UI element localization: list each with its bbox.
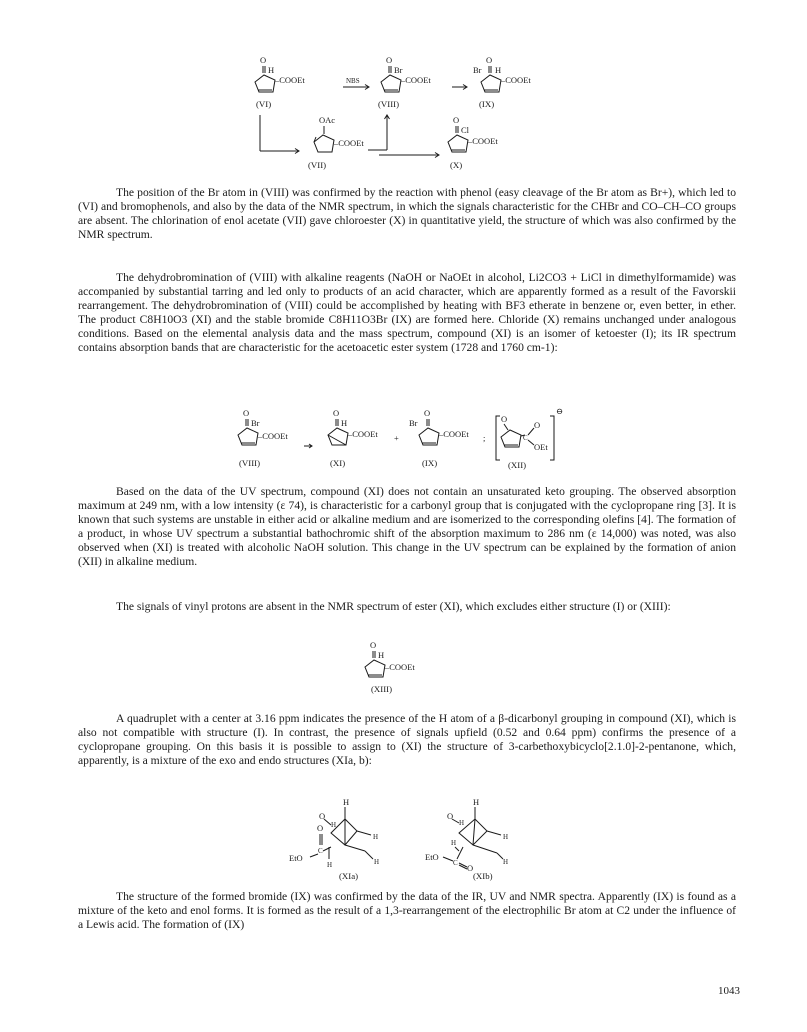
compound-label-xi: (XI) bbox=[330, 458, 346, 468]
ester-label: –COOEt bbox=[401, 75, 431, 85]
ester-label: –COOEt bbox=[468, 136, 498, 146]
eto-label: EtO bbox=[289, 853, 303, 863]
h-label: H bbox=[268, 65, 275, 75]
structure-viii bbox=[238, 408, 288, 468]
oxo-label: O bbox=[453, 115, 460, 125]
structure-xia bbox=[289, 797, 379, 881]
structure-viii bbox=[378, 55, 431, 109]
structure-ix bbox=[409, 408, 469, 468]
br-label: Br bbox=[251, 418, 260, 428]
oxo-label: O bbox=[243, 408, 250, 418]
charge-symbol: ⊖ bbox=[556, 406, 564, 416]
oxo-label: O bbox=[319, 811, 326, 821]
reagent-nbs: NBS bbox=[346, 77, 360, 85]
h-label: H bbox=[327, 861, 333, 869]
paragraph-vinyl-protons: The signals of vinyl protons are absent in the NMR spectrum of ester (XI), which excludes either structure (I) or (XIII): bbox=[116, 600, 671, 613]
paragraph-quadruplet: A quadruplet with a center at 3.16 ppm indicates the presence of the H atom of a β-dicarbonyl grouping in compound (XI), which is also not compatible with structure (I). In contrast, the presence of signals upfield (0.52 and 0.64 ppm) confirms the presence of a cyclopropane grouping. On this basis it is possible to assign to (XI) the structure of 3-carbethoxybicyclo[2.1.0]-2-pentanone, which, apparently, is a mixture of the exo and endo structures (XIa, b): bbox=[78, 712, 736, 767]
h-label: H bbox=[373, 833, 379, 841]
oxo-label: O bbox=[386, 55, 393, 65]
structure-xiii bbox=[363, 640, 443, 700]
h-label: H bbox=[459, 819, 465, 827]
ester-label: –COOEt bbox=[501, 75, 531, 85]
c-label: C bbox=[318, 847, 323, 855]
compound-label-xia: (XIa) bbox=[339, 871, 359, 881]
compound-label-xiii: (XIII) bbox=[371, 684, 392, 694]
structure-xib bbox=[425, 797, 508, 881]
oet-label: OEt bbox=[534, 442, 548, 452]
structure-xii-anion bbox=[496, 406, 563, 470]
oxo-label: O bbox=[333, 408, 340, 418]
c-label: C bbox=[523, 434, 528, 442]
ester-label: –COOEt bbox=[385, 662, 415, 672]
oxo-label: O bbox=[501, 414, 508, 424]
oxo-label: O bbox=[260, 55, 267, 65]
oxo-label: O bbox=[467, 863, 474, 873]
compound-label-xii: (XII) bbox=[508, 460, 527, 470]
plus-sign: + bbox=[394, 433, 399, 443]
compound-label-x: (X) bbox=[450, 160, 463, 170]
compound-label-vii: (VII) bbox=[308, 160, 327, 170]
cl-label: Cl bbox=[461, 125, 470, 135]
paragraph-dehydrobromination: The dehydrobromination of (VIII) with alkaline reagents (NaOH or NaOEt in alcohol, Li2CO3 + LiCl in dimethylformamide) was accompanied by substantial tarring and led only to products of an acid character, which are apparently formed as a result of the Favorskii rearrangement. The dehydrobromination of (VIII) could be accomplished by heating with BF3 etherate in benzene or, even better, in ether. The product C8H10O3 (XI) and the stable bromide C8H11O3Br (IX) are formed here. Chloride (X) remains unchanged under analogous conditions. Based on the elemental analysis data and the mass spectrum, compound (XI) is an isomer of ketoester (I); its IR spectrum contains absorption bands that are characteristic for the acetoacetic ester system (1728 and 1760 cm-1): bbox=[78, 271, 736, 354]
oxo-label: O bbox=[317, 823, 324, 833]
h-label: H bbox=[451, 839, 457, 847]
ester-label: –COOEt bbox=[334, 138, 364, 148]
oac-label: OAc bbox=[319, 115, 336, 125]
h-label: H bbox=[378, 650, 385, 660]
oxo-label: O bbox=[424, 408, 431, 418]
eto-label: EtO bbox=[425, 852, 439, 862]
page-number: 1043 bbox=[718, 985, 740, 997]
h-label: H bbox=[331, 821, 337, 829]
structure-ix bbox=[473, 55, 531, 109]
oxo-label: O bbox=[447, 811, 454, 821]
br-label: Br bbox=[409, 418, 418, 428]
oxo-label: O bbox=[534, 420, 541, 430]
oxo-label: O bbox=[370, 640, 377, 650]
reaction-scheme-middle bbox=[228, 408, 568, 478]
h-label: H bbox=[374, 858, 380, 866]
h-label: H bbox=[503, 833, 509, 841]
compound-label-viii: (VIII) bbox=[239, 458, 260, 468]
compound-label-ix: (IX) bbox=[479, 99, 495, 109]
reaction-scheme-top bbox=[255, 55, 555, 175]
h-label: H bbox=[341, 418, 348, 428]
oxo-label: O bbox=[486, 55, 493, 65]
h-label: H bbox=[343, 797, 350, 807]
compound-label-viii: (VIII) bbox=[378, 99, 399, 109]
semicolon: ; bbox=[483, 433, 486, 443]
ester-label: –COOEt bbox=[275, 75, 305, 85]
ester-label: –COOEt bbox=[258, 431, 288, 441]
structure-vi bbox=[255, 55, 305, 109]
ester-label: –COOEt bbox=[439, 429, 469, 439]
compound-label-vi: (VI) bbox=[256, 99, 272, 109]
h-label: H bbox=[495, 65, 502, 75]
br-label: Br bbox=[473, 65, 482, 75]
c-label: C bbox=[453, 859, 458, 867]
structure-x bbox=[448, 115, 498, 170]
stereo-structures-xia-xib bbox=[283, 797, 543, 887]
compound-label-xib: (XIb) bbox=[473, 871, 493, 881]
h-label: H bbox=[503, 858, 509, 866]
h-label: H bbox=[473, 797, 480, 807]
paragraph-bromide-structure: The structure of the formed bromide (IX) was confirmed by the data of the IR, UV and NMR spectra. Apparently (IX) is found as a mixture of the keto and enol forms. It is formed as the result of a 1,3-rearrangement of the electrophilic Br atom at C2 under the influence of a Lewis acid. The formation of (IX) bbox=[78, 890, 736, 931]
paragraph-br-position: The position of the Br atom in (VIII) was confirmed by the reaction with phenol (easy cleavage of the Br atom as Br+), which led to (VI) and bromophenols, and also by the data of the NMR spectrum, in which the signals characteristic for the CHBr and CO–CH–CO groups are absent. The chlorination of enol acetate (VII) gave chloroester (X) in quantitative yield, the structure of which was also confirmed by the NMR spectrum. bbox=[78, 186, 736, 241]
compound-label-ix: (IX) bbox=[422, 458, 438, 468]
structure-vii bbox=[308, 115, 364, 170]
ester-label: –COOEt bbox=[348, 429, 378, 439]
br-label: Br bbox=[394, 65, 403, 75]
structure-xi bbox=[328, 408, 378, 468]
paragraph-uv-spectrum: Based on the data of the UV spectrum, compound (XI) does not contain an unsaturated keto grouping. The observed absorption maximum at 249 nm, with a low intensity (ε 74), is characteristic for a carbonyl group that is conjugated with the cyclopropane ring [3]. It is known that such systems are unstable in either acid or alkaline medium and are isomerized to the corresponding olefins [4]. The formation of a product, in whose UV spectrum a substantial bathochromic shift of the absorption maximum to 286 nm (ε 14,000) was noted, was also observed when (XI) is treated with alcoholic NaOH solution. This change in the UV spectrum can be explained by the formation of anion (XII) in alkaline medium. bbox=[78, 485, 736, 568]
